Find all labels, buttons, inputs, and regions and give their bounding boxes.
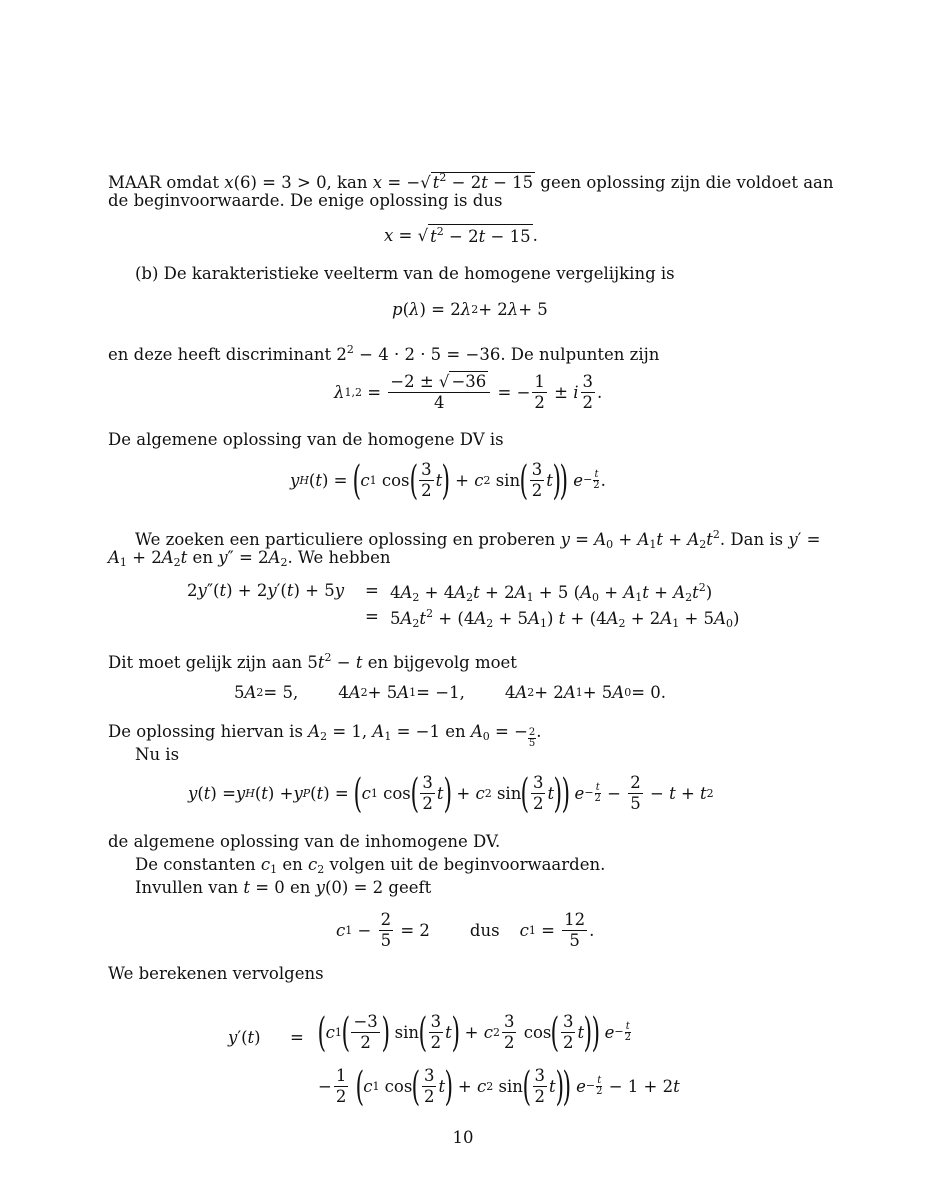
paragraph-line: MAAR omdat x(6) = 3 > 0, kan x = −√ $t^2 - 2t - 15$ geen oplossing zijn die voldoet aan xyxy=(108,171,834,192)
paragraph-line: Nu is xyxy=(135,745,180,764)
equation-derivative-1: ( c 1 ( $\frac{-3}{2}$ ) sin ( $\frac{3}{2}$ t ) + c 2 $\frac{3}{2}$ cos ( $\frac{3}{2}$ t ) ) e − $\frac{t}{2}$ xyxy=(317,1009,631,1056)
equals-sign: = xyxy=(365,607,379,626)
equation-characteristic: p ( λ ) = 2 λ 2 + 2 λ + 5 xyxy=(392,300,548,319)
paragraph-line: en deze heeft discriminant $2^2 - 4 \cdot 2 \cdot 5 = -36$. De nulpunten zijn xyxy=(108,343,660,364)
equals-sign: = xyxy=(365,581,379,600)
equation-lhs: y′(t) xyxy=(228,1028,261,1047)
equation-solution: x = √ $t^2 - 2t - 15$ . xyxy=(384,225,538,246)
paragraph-line: We berekenen vervolgens xyxy=(108,964,324,983)
paragraph-line: De constanten $c_1$ en $c_2$ volgen uit de beginvoorwaarden. xyxy=(135,855,606,876)
equation-derivative-2: − $\frac{1}{2}$ ( c 1 cos ( $\frac{3}{2}$ t ) + c 2 sin ( $\frac{3}{2}$ t ) ) e − $\frac{t}{2}$ − 1 + 2 t xyxy=(318,1063,680,1110)
word-dus: dus xyxy=(469,921,500,940)
page-number: 10 xyxy=(452,1128,474,1147)
equation-roots: λ 1,2 = $\frac{-2 \pm √ -36}{4}$ = − $\frac{1}{2}$ ± i $\frac{3}{2}$ . xyxy=(334,372,603,412)
paragraph-line: (b) De karakteristieke veelterm van de homogene vergelijking is xyxy=(135,264,675,283)
equation-c1: c 1 − $\frac{2}{5}$ = 2 dus c 1 = $\frac{12}{5}$ . xyxy=(336,910,595,950)
equation-system: 5 A 2 = 5, 4 A 2 + 5 A 1 = −1, 4 A 2 + 2 A 1 + 5 A 0 = 0. xyxy=(234,683,667,702)
paragraph-line: $A_1 + 2A_2t$ en $y'' = 2A_2$. We hebben xyxy=(108,548,391,569)
equals-sign: = xyxy=(290,1028,304,1047)
paragraph-line: De oplossing hiervan is $A_2 = 1$, $A_1 = -1$ en $A_0$ = − $\frac{2}{5}$ . xyxy=(108,722,542,749)
paragraph-line: Invullen van t = 0 en y(0) = 2 geeft xyxy=(135,878,432,897)
equation-homogeneous: y H ( t ) = ( c 1 cos ( $\frac{3}{2}$ t ) + c 2 sin ( $\frac{3}{2}$ t ) ) e − $\frac{t}{2}$ . xyxy=(290,457,606,504)
equation-rhs-2: $5A_2t^2 + (4A_2 + 5A_1) t + (4A_2 + 2A_1 + 5A_0)$ xyxy=(390,607,740,630)
equation-general: y ( t ) = y H ( t ) + y P ( t ) = ( c 1 cos ( $\frac{3}{2}$ t ) + c 2 sin ( $\frac{3}{2}$ t ) ) e − $\frac{t}{2}$ − $\frac{2}{5}$ − t + t 2 xyxy=(188,770,714,817)
equation-rhs-1: $4A_2 + 4A_2t + 2A_1 + 5$ $(A_0 + A_1t + A_2t^2)$ xyxy=(390,581,713,604)
paragraph-line: Dit moet gelijk zijn aan $5t^2 - t$ en bijgevolg moet xyxy=(108,651,517,672)
paragraph-line: de beginvoorwaarde. De enige oplossing is dus xyxy=(108,191,503,210)
paragraph-line: We zoeken een particuliere oplossing en proberen $y = A_0 + A_1t + A_2t^2$. Dan is y′ = xyxy=(135,528,821,551)
equation-lhs: 2y″(t) + 2y′(t) + 5y xyxy=(187,581,345,600)
paragraph-line: De algemene oplossing van de homogene DV is xyxy=(108,430,504,449)
paragraph-line: de algemene oplossing van de inhomogene DV. xyxy=(108,832,501,851)
